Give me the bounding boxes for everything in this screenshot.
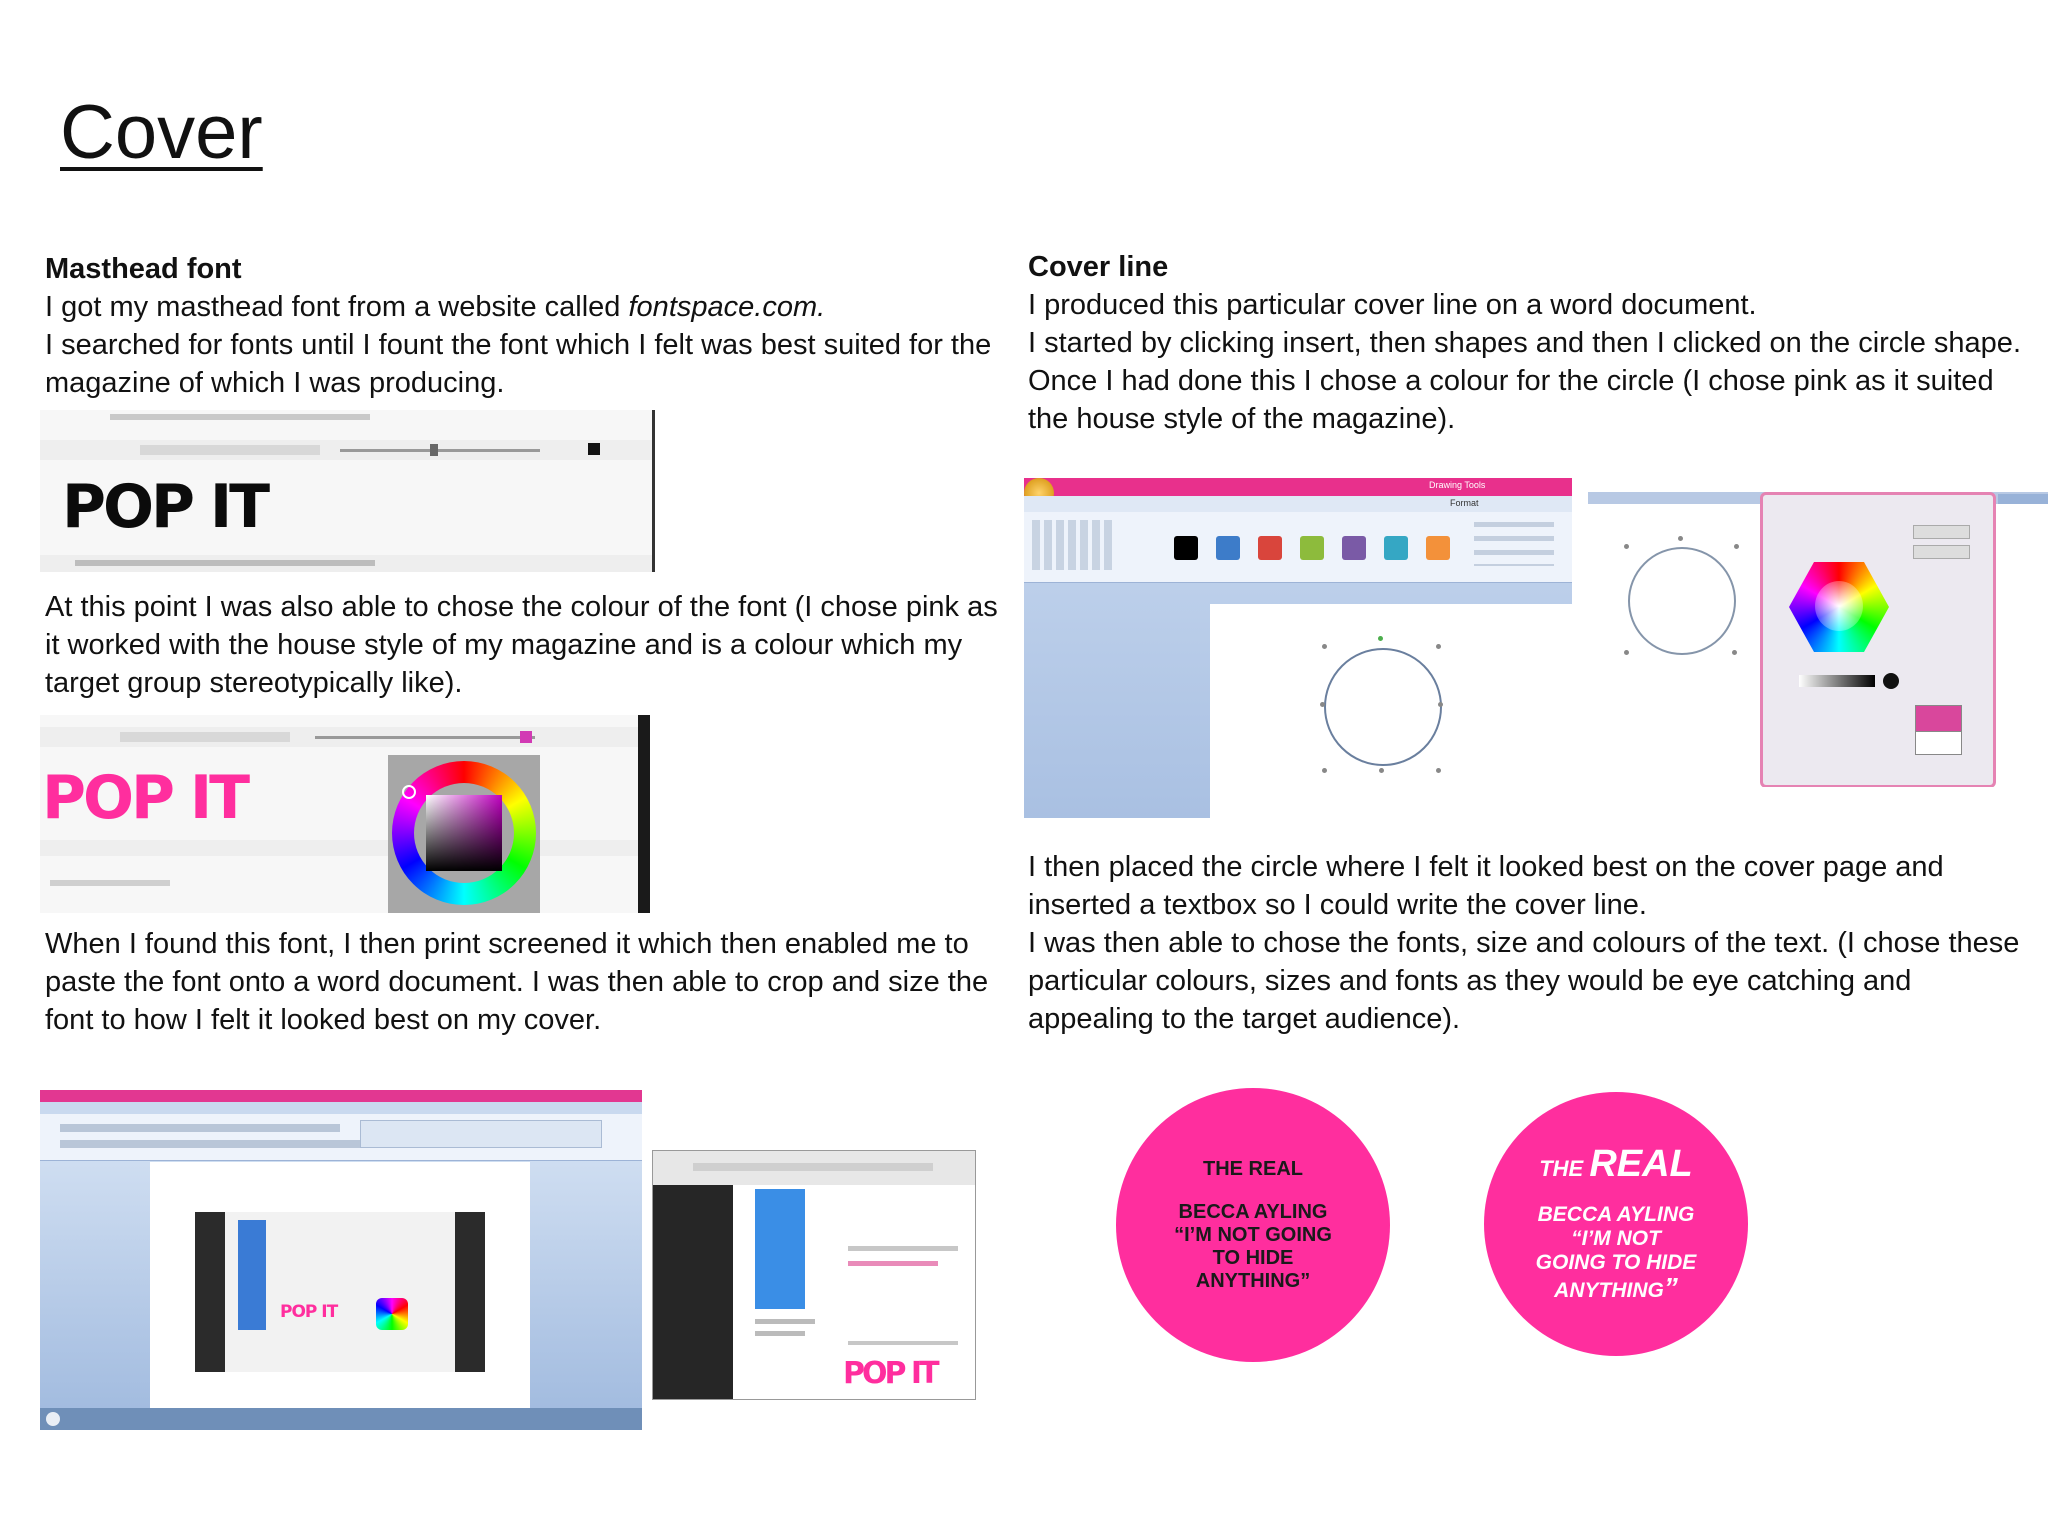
page-title: Cover	[60, 90, 263, 175]
fontspace-black-preview-screenshot	[40, 410, 655, 572]
cover-line-paragraph-1	[1028, 286, 2038, 438]
color-square	[426, 795, 502, 871]
colours-dialog	[1760, 492, 1996, 787]
browser-crop-screenshot	[652, 1150, 976, 1400]
plain-line-2: BECCA AYLING	[1178, 1200, 1328, 1223]
masthead-paragraph-2: At this point I was also able to chose the colour of the font (I chose pink as it worked with the house style of my magazine and is a colour which my target group stereotypically like).	[45, 591, 998, 699]
pop-it-logo-browser: POP IT	[843, 1356, 937, 1391]
styled-quote-3-line	[1554, 1272, 1678, 1304]
cover-line-circle-styled	[1484, 1092, 1748, 1356]
plain-line-1: THE REAL	[1203, 1157, 1303, 1180]
new-colour-preview	[1915, 705, 1962, 733]
dialog-ok-button[interactable]	[1913, 525, 1970, 539]
pop-it-logo-pink: POP IT	[42, 763, 248, 833]
masthead-paragraph-1	[45, 288, 1005, 402]
styled-the: THE	[1539, 1156, 1584, 1181]
plain-line-3: “I’M NOT GOING	[1174, 1223, 1332, 1246]
styled-quote-2: GOING TO HIDE	[1535, 1251, 1697, 1274]
pop-it-logo-black: POP IT	[62, 472, 268, 542]
format-tab: Format	[1450, 498, 1479, 508]
fontspace-pink-preview-screenshot	[40, 715, 650, 913]
styled-title-line	[1539, 1144, 1693, 1189]
circle-shape-outline	[1628, 547, 1736, 655]
plain-line-5: ANYTHING”	[1195, 1269, 1311, 1292]
styled-real: REAL	[1589, 1143, 1693, 1185]
cover-line-p2: I started by clicking insert, then shapes and then I clicked on the circle shape.	[1028, 327, 2021, 359]
circle-shape	[1324, 648, 1442, 766]
cover-line-p4: I then placed the circle where I felt it looked best on the cover page and inserted a textbox so I could write the cover line.	[1028, 851, 1944, 921]
cover-line-p5: I was then able to chose the fonts, size and colours of the text. (I chose these particular colours, sizes and fonts as they would be eye catching and appealing to the target audience).	[1028, 927, 2020, 1035]
plain-line-4: TO HIDE	[1212, 1246, 1294, 1269]
word-document-screenshot	[40, 1090, 642, 1430]
styled-name: BECCA AYLING	[1537, 1203, 1695, 1226]
word-shapes-ribbon-screenshot	[1024, 478, 1572, 818]
fontspace-site-name: fontspace.com.	[628, 291, 826, 323]
color-picker-panel	[388, 755, 540, 913]
current-colour-preview	[1915, 731, 1962, 755]
masthead-paragraph-1-cont: I searched for fonts until I fount the font which I felt was best suited for the magazine of which I was producing.	[45, 329, 992, 399]
masthead-paragraph-3: When I found this font, I then print screened it which then enabled me to paste the font onto a word document. I was then able to crop and size the font to how I felt it looked best on my cover.	[45, 928, 989, 1036]
cover-line-paragraph-2	[1028, 848, 2038, 1038]
styled-quote-1: “I’M NOT	[1571, 1227, 1661, 1250]
cover-line-heading: Cover line	[1028, 251, 1169, 283]
cover-line-p3: Once I had done this I chose a colour for the circle (I chose pink as it suited the house style of the magazine).	[1028, 365, 1994, 435]
cover-line-circle-plain	[1116, 1088, 1390, 1362]
styled-quote-3: ANYTHING	[1554, 1279, 1664, 1302]
dialog-cancel-button[interactable]	[1913, 545, 1970, 559]
masthead-font-heading: Masthead font	[45, 253, 242, 285]
colours-dialog-screenshot	[1588, 492, 2048, 787]
drawing-tools-tab: Drawing Tools	[1429, 480, 1486, 490]
masthead-paragraph-1-text: I got my masthead font from a website called	[45, 291, 629, 323]
cover-line-p1: I produced this particular cover line on a word document.	[1028, 289, 1757, 321]
styled-close-quote: ”	[1663, 1272, 1678, 1303]
pop-it-logo-small: POP IT	[280, 1302, 338, 1322]
